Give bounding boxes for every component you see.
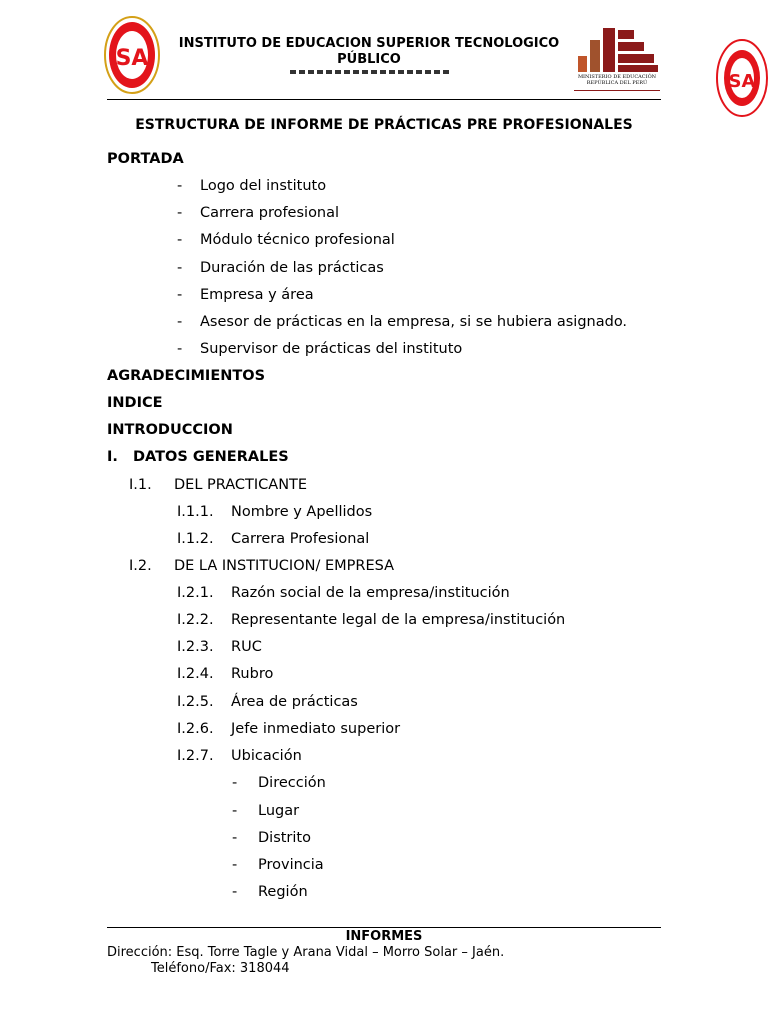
item-label: Área de prácticas [231,694,358,710]
ubicacion-lugar: Lugar [258,803,300,819]
list-item [177,314,182,330]
list-item [232,775,237,791]
practicante-heading: DEL PRACTICANTE [174,477,308,493]
section-agradecimientos: AGRADECIMIENTOS [107,368,266,384]
ministry-underline [574,90,660,91]
document-title: ESTRUCTURA DE INFORME DE PRÁCTICAS PRE PROFESIONALES [135,117,633,133]
bullet: - [232,884,238,900]
ubicacion-region: Región [258,884,308,900]
institute-seal-left [104,15,160,95]
item-number: I.1.1. [177,504,214,520]
ministry-name-line2: REPÚBLICA DEL PERÚ [586,80,648,86]
list-item [232,803,237,819]
institute-name [160,36,578,68]
ubicacion-distrito: Distrito [258,830,311,846]
bullet: - [232,857,238,873]
datos-number: I. [107,449,118,465]
practicante-number: I.1. [129,477,152,493]
list-item [177,287,182,303]
item-label: Ubicación [231,748,302,764]
list-item [177,260,182,276]
item-label: Rubro [231,666,274,682]
footer-divider [107,927,661,928]
portada-item-empresa: Empresa y área [200,287,314,303]
portada-heading: PORTADA [107,151,184,167]
footer-address: Dirección: Esq. Torre Tagle y Arana Vidal – Morro Solar – Jaén. [107,945,505,960]
portada-item-logo: Logo del instituto [200,178,327,194]
ubicacion-direccion: Dirección [258,775,326,791]
list-item [177,178,182,194]
footer-heading: INFORMES [345,929,423,944]
list-item [177,205,182,221]
footer-phone: Teléfono/Fax: 318044 [151,961,290,976]
portada-item-duracion: Duración de las prácticas [200,260,384,276]
institute-name-line2: PÚBLICO [337,52,401,67]
item-label: Carrera Profesional [231,531,370,547]
item-number: I.2.7. [177,748,214,764]
ministry-logo [574,26,660,94]
ministry-name-line1: MINISTERIO DE EDUCACIÓN [577,74,657,80]
header-divider [107,99,661,100]
list-item [232,830,237,846]
bullet: - [232,775,238,791]
item-number: I.2.6. [177,721,214,737]
item-label: Representante legal de la empresa/institución [231,612,566,628]
item-number: I.2.4. [177,666,214,682]
item-number: I.1.2. [177,531,214,547]
institucion-heading: DE LA INSTITUCION/ EMPRESA [174,558,395,574]
item-number: I.2.1. [177,585,214,601]
list-item [232,884,237,900]
item-label: Jefe inmediato superior [231,721,401,737]
seal-letters-right: SA [728,71,756,92]
bullet: - [177,232,183,248]
portada-item-modulo: Módulo técnico profesional [200,232,395,248]
bullet: - [232,803,238,819]
seal-letters: SA [115,46,149,71]
bullet: - [177,287,183,303]
bullet: - [232,830,238,846]
item-number: I.2.3. [177,639,214,655]
portada-item-carrera: Carrera profesional [200,205,340,221]
section-introduccion: INTRODUCCION [107,422,233,438]
bullet: - [177,341,183,357]
section-indice: INDICE [107,395,163,411]
ubicacion-provincia: Provincia [258,857,324,873]
item-label: Razón social de la empresa/institución [231,585,510,601]
bullet: - [177,260,183,276]
ministry-name [574,74,660,86]
list-item [232,857,237,873]
bullet: - [177,314,183,330]
bullet: - [177,205,183,221]
datos-heading: DATOS GENERALES [133,449,289,465]
list-item [177,232,182,248]
item-label: RUC [231,639,262,655]
item-label: Nombre y Apellidos [231,504,373,520]
item-number: I.2.5. [177,694,214,710]
clipped-text-fragment [290,70,450,74]
ministry-bars-icon [574,26,660,72]
institute-name-line1: INSTITUTO DE EDUCACION SUPERIOR TECNOLOGICO [178,36,560,51]
bullet: - [177,178,183,194]
institute-seal-right [715,38,768,118]
portada-item-supervisor: Supervisor de prácticas del instituto [200,341,463,357]
institucion-number: I.2. [129,558,152,574]
item-number: I.2.2. [177,612,214,628]
portada-item-asesor: Asesor de prácticas en la empresa, si se hubiera asignado. [200,314,628,330]
list-item [177,341,182,357]
